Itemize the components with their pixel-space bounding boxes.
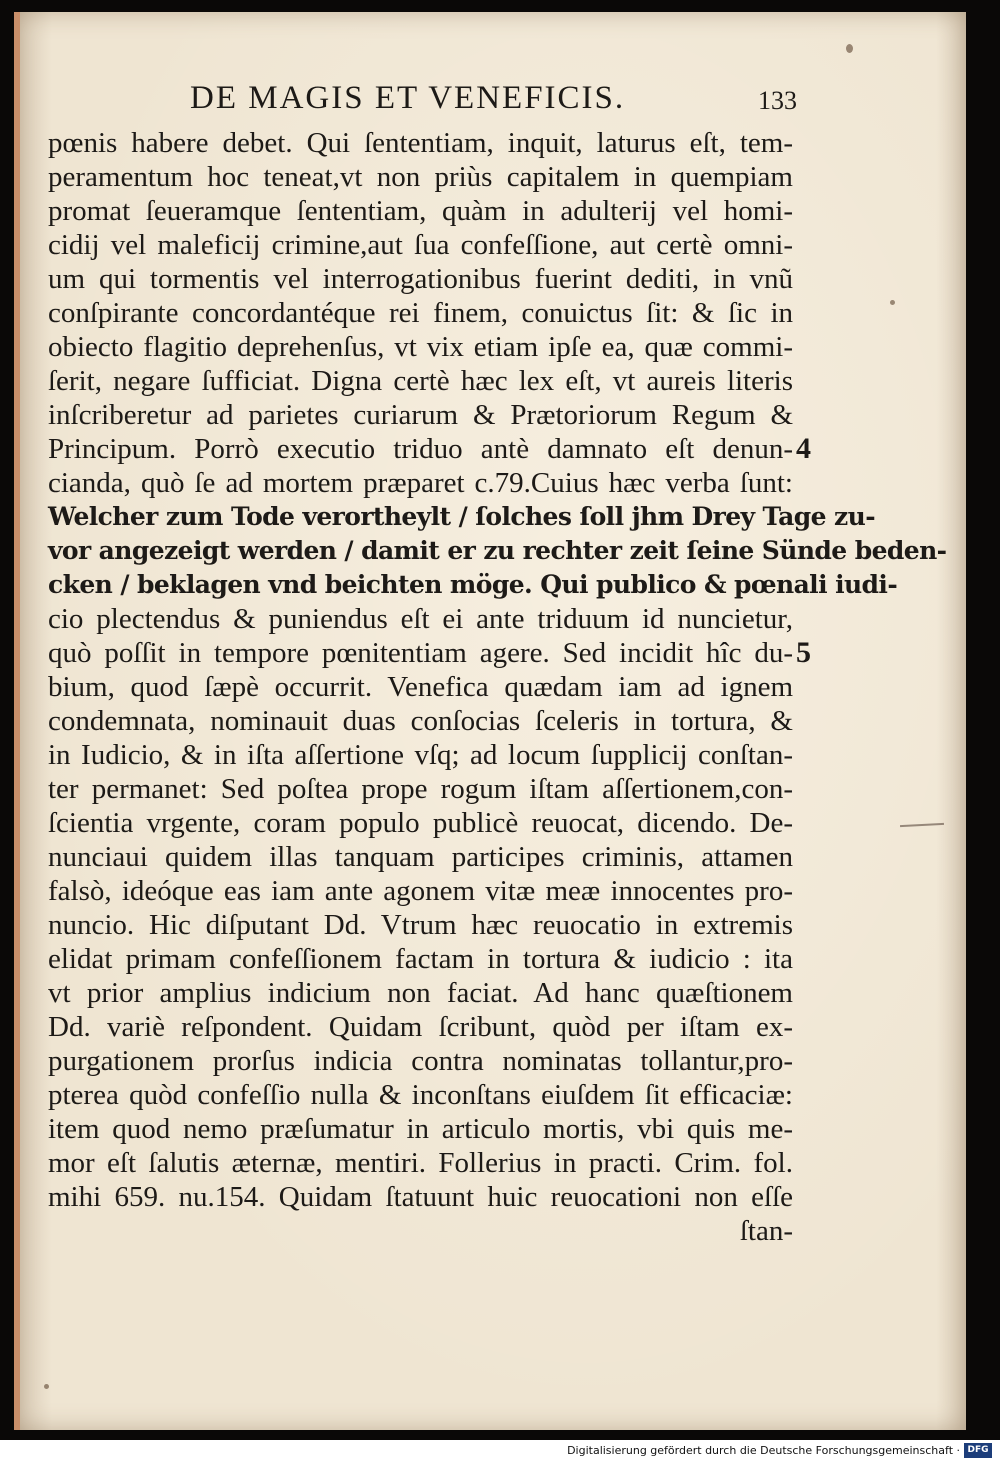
- dfg-logo: DFG: [964, 1443, 992, 1458]
- footer-credit: Digitalisierung gefördert durch die Deutsche Forschungsgemeinschaft ·: [567, 1444, 960, 1457]
- text-line: elidat primam confeſſionem factam in tortura & iudicio : ita: [48, 943, 793, 975]
- text-line: promat ſeueramque ſententiam, quàm in adulterij vel homi-: [48, 195, 793, 227]
- text-line: ter permanet: Sed poſtea prope rogum iſtam aſſertionem,con-: [48, 773, 793, 805]
- text-line: in Iudicio, & in iſta aſſertione vſq; ad locum ſupplicij conſtan-: [48, 739, 793, 771]
- text-line: nuncio. Hic diſputant Dd. Vtrum hæc reuocatio in extremis: [48, 909, 793, 941]
- text-line: conſpirante concordantéque rei finem, conuictus ſit: & ſic in: [48, 297, 793, 329]
- text-line: ſerit, negare ſufficiat. Digna certè hæc lex eſt, vt aureis literis: [48, 365, 793, 397]
- german-blackletter-line: cken / beklagen vnd beichten möge. Qui publico & pœnali iudi-: [48, 570, 898, 599]
- german-blackletter-line: vor angezeigt werden / damit er zu rechter zeit ſeine Sünde beden-: [48, 536, 947, 565]
- text-line: mor eſt ſalutis æternæ, mentiri. Follerius in practi. Crim. fol.: [48, 1147, 793, 1179]
- text-line: nunciaui quidem illas tanquam participes criminis, attamen: [48, 841, 793, 873]
- footer-bar: [0, 1440, 1000, 1463]
- text-line: ſcientia vrgente, coram populo publicè reuocat, dicendo. De-: [48, 807, 793, 839]
- margin-number-5: 5: [796, 636, 811, 669]
- text-line: mihi 659. nu.154. Quidam ſtatuunt huic reuocationi non eſſe: [48, 1181, 793, 1213]
- text-line: um qui tormentis vel interrogationibus fuerint dediti, in vnũ: [48, 263, 793, 295]
- text-line: falsò, ideóque eas iam ante agonem vitæ meæ innocentes pro-: [48, 875, 793, 907]
- text-line: peramentum hoc teneat,vt non priùs capitalem in quempiam: [48, 161, 793, 193]
- ink-stain: [44, 1384, 49, 1389]
- text-line: quò poſſit in tempore pœnitentiam agere. Sed incidit hîc du-: [48, 637, 793, 669]
- text-line: obiecto flagitio deprehenſus, vt vix etiam ipſe ea, quæ commi-: [48, 331, 793, 363]
- text-line: cio plectendus & puniendus eſt ei ante triduum id nuncietur,: [48, 603, 793, 635]
- page-number: 133: [758, 86, 797, 115]
- text-line: Dd. variè reſpondent. Quidam ſcribunt, quòd per iſtam ex-: [48, 1011, 793, 1043]
- text-line: item quod nemo præſumatur in articulo mortis, vbi quis me-: [48, 1113, 793, 1145]
- text-line: inſcriberetur ad parietes curiarum & Prætoriorum Regum &: [48, 399, 793, 431]
- german-blackletter-line: Welcher zum Tode verortheylt / ſolches ſoll jhm Drey Tage zu-: [48, 502, 875, 531]
- text-line: pterea quòd confeſſio nulla & inconſtans eiuſdem ſit efficaciæ:: [48, 1079, 793, 1111]
- text-line: cianda, quò ſe ad mortem præparet c.79.Cuius hæc verba ſunt:: [48, 467, 793, 499]
- text-line: pœnis habere debet. Qui ſententiam, inquit, laturus eſt, tem-: [48, 127, 793, 159]
- text-line: condemnata, nominauit duas conſocias ſceleris in tortura, &: [48, 705, 793, 737]
- page-gutter-edge: [14, 12, 20, 1430]
- text-line: Principum. Porrò executio triduo antè damnato eſt denun-: [48, 433, 793, 465]
- text-line: cidij vel maleficij crimine,aut ſua confeſſione, aut certè omni-: [48, 229, 793, 261]
- catchword: ſtan-: [739, 1215, 793, 1247]
- margin-number-4: 4: [796, 432, 811, 465]
- text-line: purgationem prorſus indicia contra nominatas tollantur,pro-: [48, 1045, 793, 1077]
- ink-stain: [890, 300, 895, 305]
- text-line: vt prior amplius indicium non faciat. Ad hanc quæſtionem: [48, 977, 793, 1009]
- text-line: bium, quod ſæpè occurrit. Venefica quædam iam ad ignem: [48, 671, 793, 703]
- ink-stain: [846, 44, 853, 53]
- running-title: DE MAGIS ET VENEFICIS.: [190, 80, 626, 116]
- page-body-text: [48, 126, 947, 1248]
